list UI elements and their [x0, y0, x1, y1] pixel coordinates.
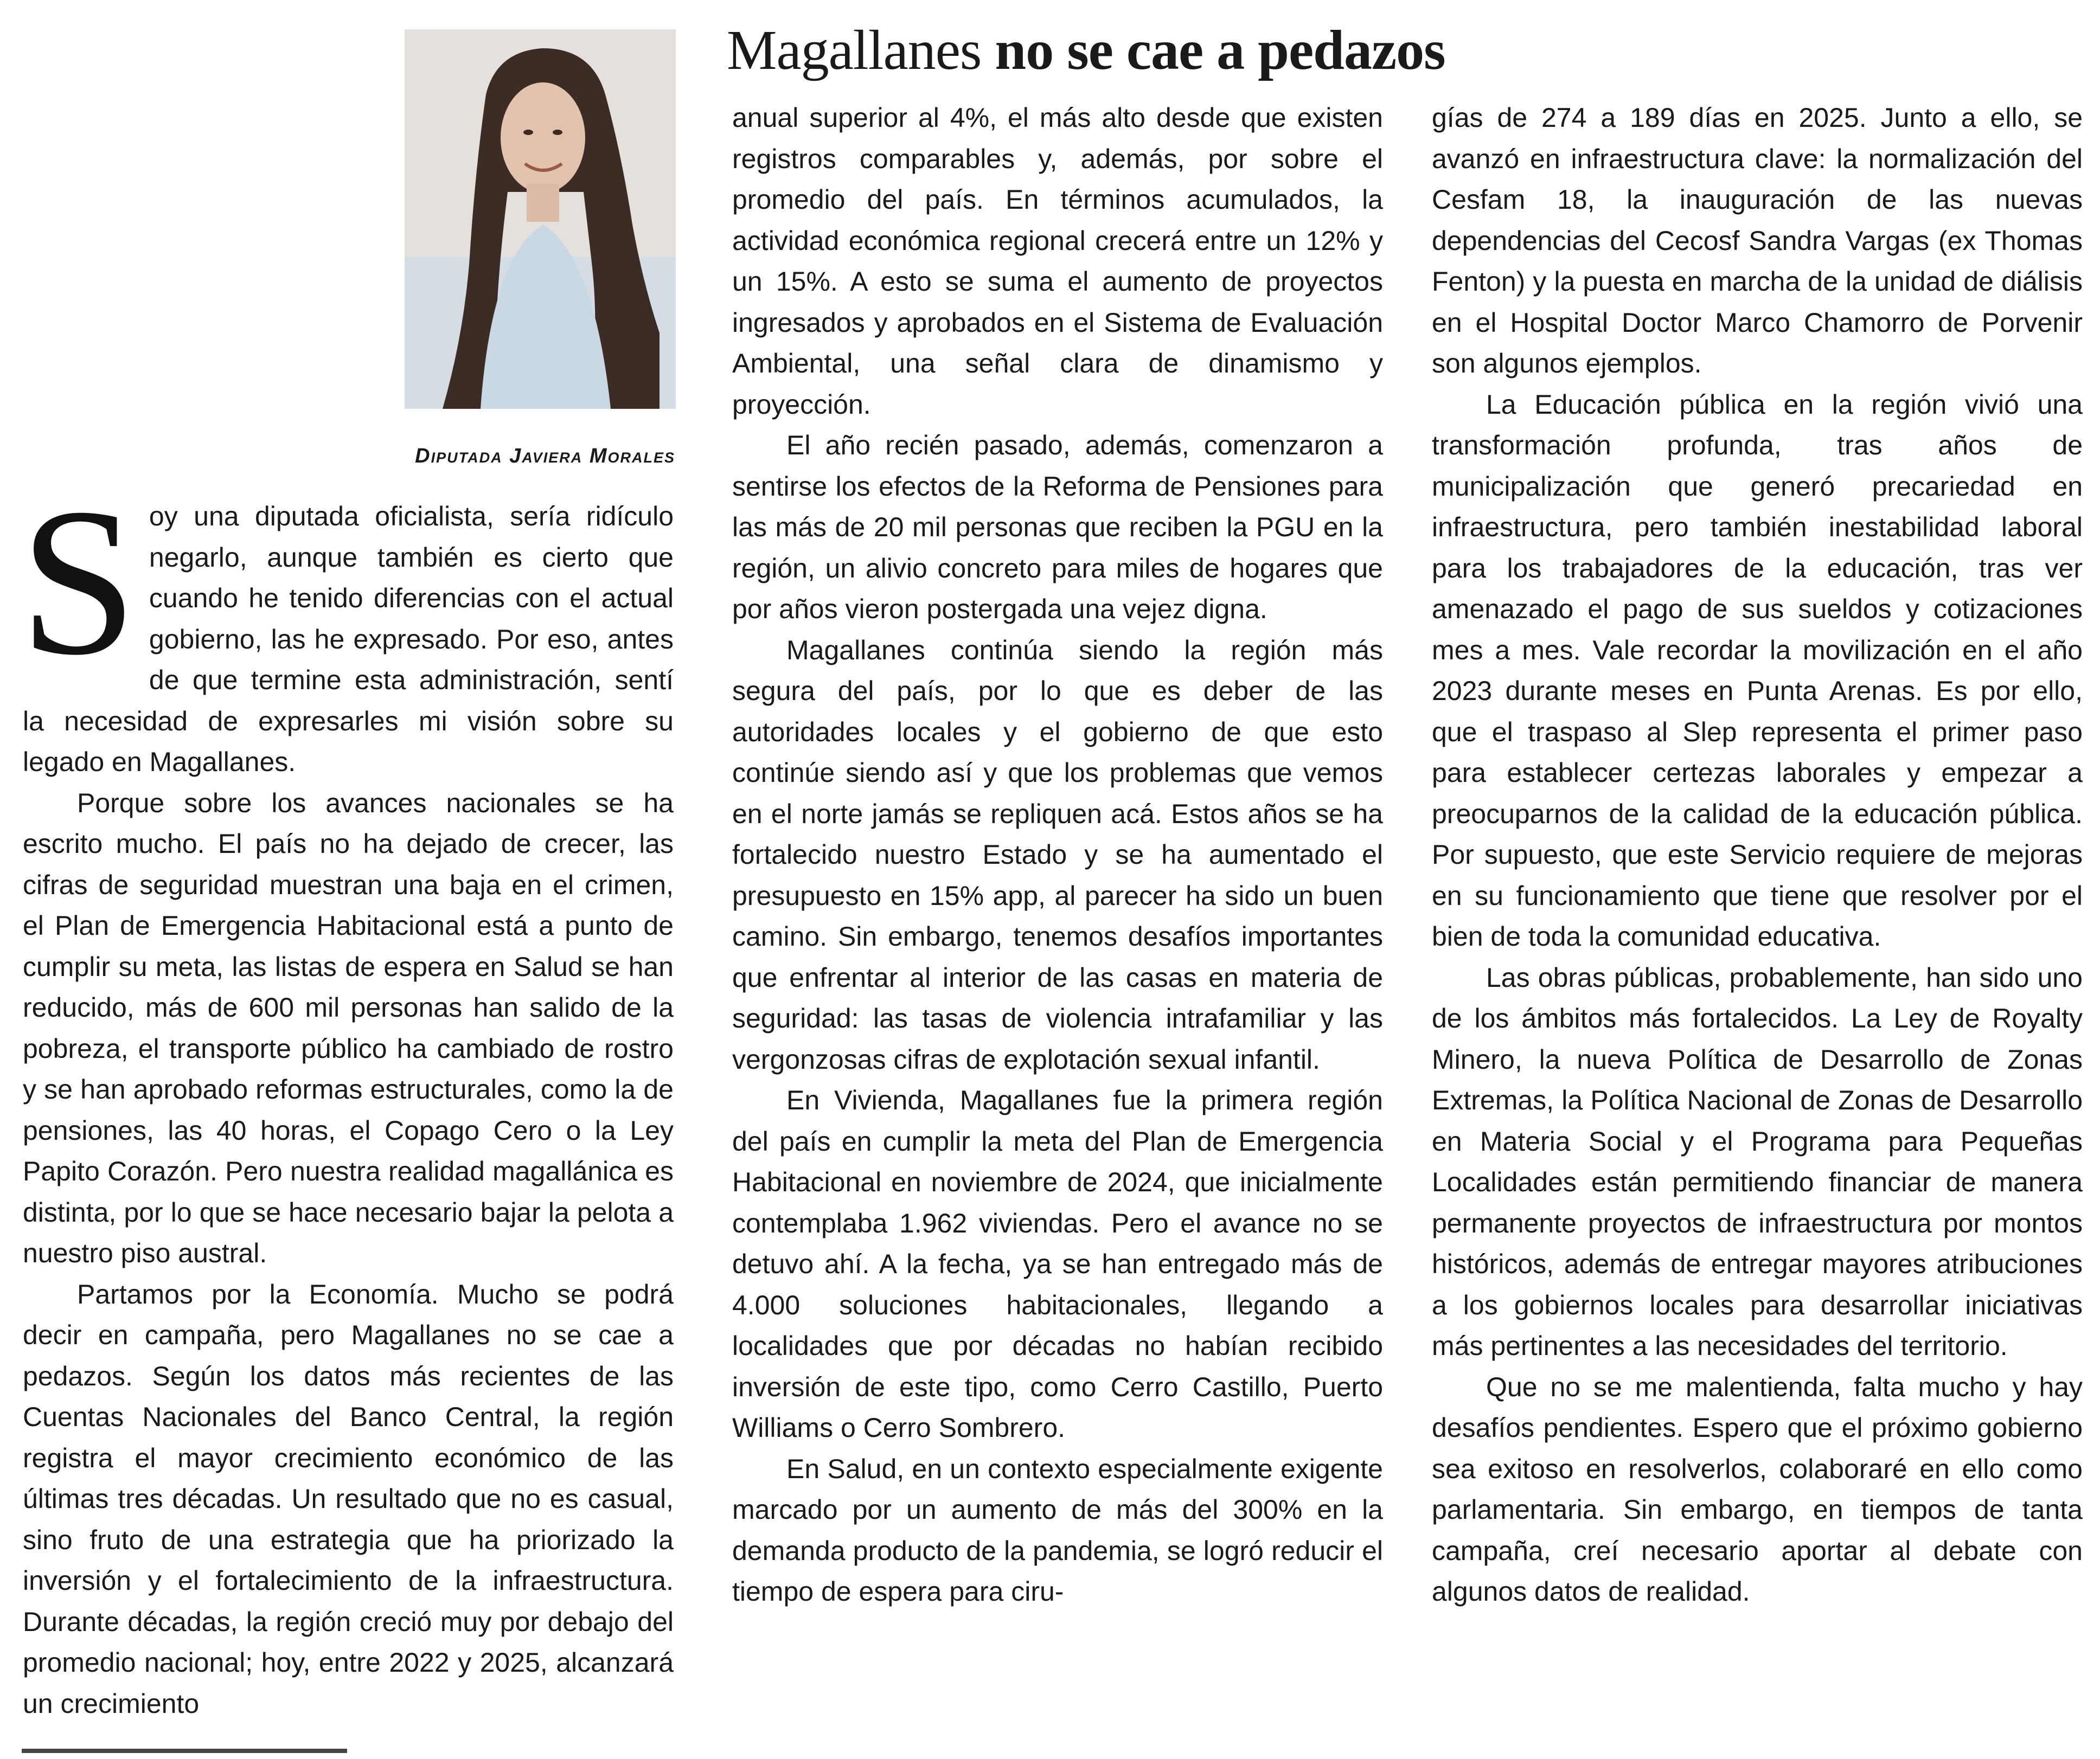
drop-cap: S — [20, 465, 137, 699]
paragraph: Magallanes continúa siendo la región más segura del país, por lo que es deber de las autoridades locales y el gobierno de que esto continúe siendo así y que los problemas que vemos en el norte jamás se repliquen acá. Estos años se ha fortalecido nuestro Estado y se ha aumentado el presupuesto en 15% app, al parecer ha sido un buen camino. Sin embargo, tenemos desafíos importantes que enfrentar al interior de las casas en materia de seguridad: las tasas de violencia intrafamiliar y las vergonzosas cifras de explotación sexual infantil. — [732, 634, 1383, 1075]
paragraph: gías de 274 a 189 días en 2025. Junto a ello, se avanzó en infraestructura clave: la normalización del Cesfam 18, la inauguración de las nuevas dependencias del Cecosf Sandra Vargas (ex Thomas Fenton) y la puesta en marcha de la unidad de diálisis en el Hospital Doctor Marco Chamorro de Porvenir son algunos ejemplos. — [1432, 102, 2083, 378]
paragraph: En Vivienda, Magallanes fue la primera región del país en cumplir la meta del Plan de Emergencia Habitacional en noviembre de 2024, que inicialmente contemplaba 1.962 viviendas. Pero el avance no se detuvo ahí. A la fecha, ya se han entregado más de 4.000 soluciones habitacionales, llegando a localidades que por décadas no habían recibido inversión de este tipo, como Cerro Castillo, Puerto Williams o Cerro Sombrero. — [732, 1085, 1383, 1443]
paragraph: En Salud, en un contexto especialmente exigente marcado por un aumento de más del 300% en la demanda producto de la pandemia, se logró reducir el tiempo de espera para ciru- — [732, 1453, 1383, 1607]
paragraph: anual superior al 4%, el más alto desde que existen registros comparables y, además, por sobre el promedio del país. En términos acumulados, la actividad económica regional crecerá entre un 12% y un 15%. A esto se suma el aumento de proyectos ingresados y aprobados en el Sistema de Evaluación Ambiental, una señal clara de dinamismo y proyección. — [732, 102, 1383, 420]
article-column-1 — [20, 465, 674, 1724]
paragraph: Que no se me malentienda, falta mucho y hay desafíos pendientes. Espero que el próximo gobierno sea exitoso en resolverlos, colaboraré en ello como parlamentaria. Sin embargo, en tiempos de tanta campaña, creí necesario aportar al debate con algunos datos de realidad. — [1432, 1371, 2083, 1607]
author-photo — [405, 29, 676, 409]
paragraph: El año recién pasado, además, comenzaron a sentirse los efectos de la Reforma de Pensiones para las más de 20 mil personas que reciben la PGU en la región, un alivio concreto para miles de hogares que por años vieron postergada una vejez digna. — [732, 430, 1383, 624]
paragraph — [20, 465, 674, 783]
paragraph: Porque sobre los avances nacionales se ha escrito mucho. El país no ha dejado de crecer, las cifras de seguridad muestran una baja en el crimen, el Plan de Emergencia Habitacional está a punto de cumplir su meta, las listas de espera en Salud se han reducido, más de 600 mil personas han salido de la pobreza, el transporte público ha cambiado de rostro y se han aprobado reformas estructurales, como la de pensiones, las 40 horas, el Copago Cero o la Ley Papito Corazón. Pero nuestra realidad magallánica es distinta, por lo que se hace necesario bajar la pelota a nuestro piso austral. — [23, 787, 674, 1268]
headline — [727, 15, 1445, 86]
paragraph: La Educación pública en la región vivió una transformación profunda, tras años de municipalización que generó precariedad en infraestructura, pero también inestabilidad laboral para los trabajadores de la educación, tras ver amenazado el pago de sus sueldos y cotizaciones mes a mes. Vale recordar la movilización en el año 2023 durante meses en Punta Arenas. Es por ello, que el traspaso al Slep representa el primer paso para establecer certezas laborales y empezar a preocuparnos de la calidad de la educación pública. Por supuesto, que este Servicio requiere de mejoras en su funcionamiento que tiene que resolver por el bien de toda la comunidad educativa. — [1432, 389, 2083, 952]
article-column-2 — [732, 98, 1383, 1613]
headline-bold: no se cae a pedazos — [995, 19, 1445, 81]
bottom-rule — [22, 1749, 347, 1753]
paragraph: Partamos por la Economía. Mucho se podrá decir en campaña, pero Magallanes no se cae a pedazos. Según los datos más recientes de las Cuentas Nacionales del Banco Central, la región registra el mayor crecimiento económico de las últimas tres décadas. Un resultado que no es casual, sino fruto de una estrategia que ha priorizado la inversión y el fortalecimiento de la infraestructura. Durante décadas, la región creció muy por debajo del promedio nacional; hoy, entre 2022 y 2025, alcanzará un crecimiento — [23, 1279, 674, 1719]
headline-light: Magallanes — [727, 19, 982, 81]
author-byline: Diputada Javiera Morales — [415, 445, 675, 467]
portrait-image — [405, 29, 676, 409]
paragraph-text: oy una diputada oficialista, sería ridículo negarlo, aunque también es cierto que cuando he tenido diferencias con el actual gobierno, las he expresado. Por eso, antes de que termine esta administración, sentí la necesidad de expresarles mi visión sobre su legado en Magallanes. — [23, 501, 674, 777]
article-column-3 — [1432, 98, 2083, 1613]
paragraph: Las obras públicas, probablemente, han sido uno de los ámbitos más fortalecidos. La Ley de Royalty Minero, la nueva Política de Desarrollo de Zonas Extremas, la Política Nacional de Zonas de Desarrollo en Materia Social y el Programa para Pequeñas Localidades están permitiendo financiar de manera permanente proyectos de infraestructura por montos históricos, además de entregar mayores atribuciones a los gobiernos locales para desarrollar iniciativas más pertinentes a las necesidades del territorio. — [1432, 962, 2083, 1361]
